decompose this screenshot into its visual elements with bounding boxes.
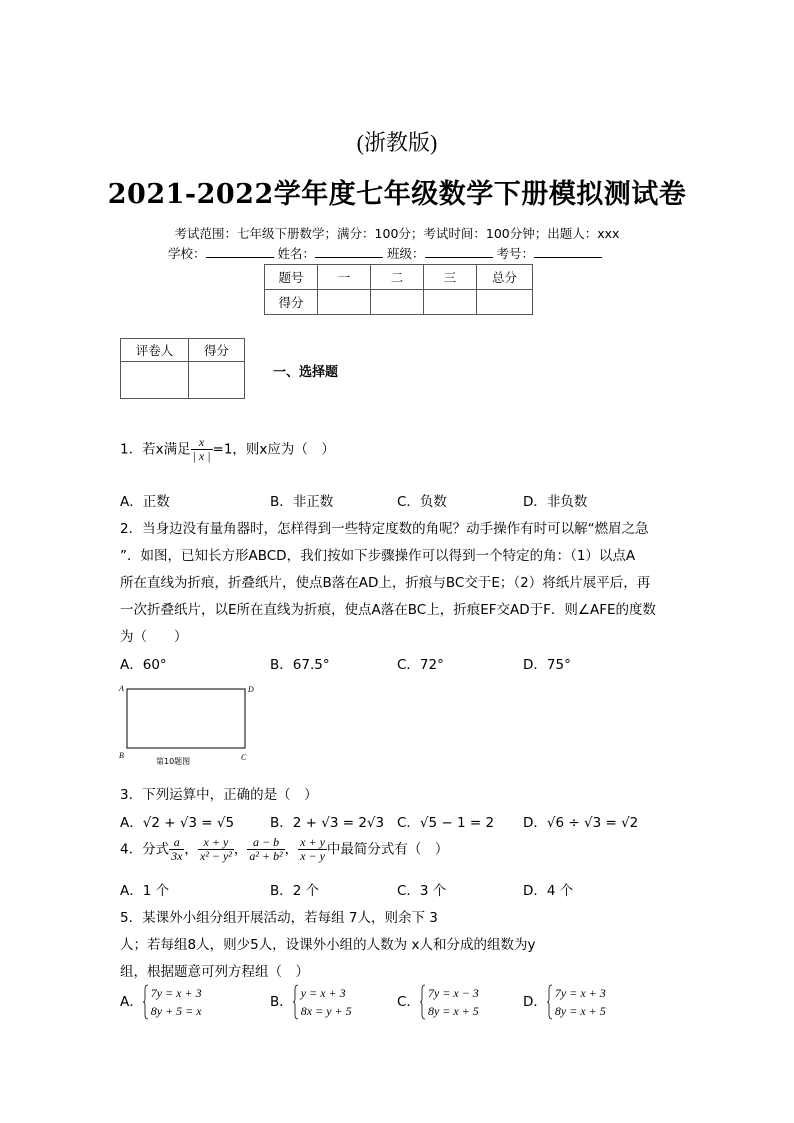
score-table-header-row <box>265 265 533 290</box>
q5-eq: 8y + 5 = x <box>150 1004 202 1018</box>
question-5-stem <box>120 905 535 986</box>
q5-option-c[interactable] <box>397 984 479 1020</box>
brace-icon <box>293 984 299 1020</box>
q5-system-b <box>293 984 352 1020</box>
score-input-cell[interactable] <box>477 290 533 315</box>
q1-frac-num: x <box>198 435 205 449</box>
score-input-cell[interactable] <box>318 290 371 315</box>
q4-frac-num: x + y <box>300 835 325 849</box>
q2-option-b[interactable]: B．67.5° <box>270 657 330 673</box>
id-blank[interactable] <box>534 245 602 258</box>
q4-fraction-1 <box>169 836 184 863</box>
q5-option-label: D． <box>523 994 547 1010</box>
score-table-score-row <box>265 290 533 315</box>
grader-header: 评卷人 <box>121 339 189 362</box>
q1-suffix: =1，则x应为（ ） <box>212 441 335 458</box>
q4-suffix: 中最简分式有（ ） <box>326 841 449 858</box>
q5-eq: y = x + 3 <box>300 986 346 1000</box>
q3-option-b[interactable]: B．2 + √3 = 2√3 <box>270 815 385 831</box>
section-heading: 一、选择题 <box>273 365 339 380</box>
q2-line: ”．如图，已知长方形ABCD，我们按如下步骤操作可以得到一个特定的角：（1）以点A <box>120 548 636 564</box>
q4-option-b[interactable]: B．2 个 <box>270 883 320 899</box>
brace-icon <box>420 984 426 1020</box>
q4-frac-den: x − y <box>300 849 325 864</box>
q4-prefix: 4．分式 <box>120 841 170 858</box>
q2-line: 2．当身边没有量角器时，怎样得到一些特定度数的角呢？动手操作有时可以解“燃眉之急 <box>120 521 649 537</box>
q1-option-c[interactable]: C．负数 <box>397 494 447 510</box>
edition-label: (浙教版) <box>356 130 438 155</box>
exam-title: 2021-2022学年度七年级数学下册模拟测试卷 <box>107 179 687 210</box>
score-table-cell: 总分 <box>477 265 533 290</box>
q5-eq: 8y = x + 5 <box>554 1004 606 1018</box>
q5-eq: 8y = x + 5 <box>427 1004 479 1018</box>
q3-option-a[interactable]: A．√2 + √3 = √5 <box>120 815 235 831</box>
q5-system-d <box>547 984 606 1020</box>
q4-frac-den: x² − y² <box>199 849 232 864</box>
figure-label-c: C <box>241 753 247 762</box>
q2-line: 一次折叠纸片，以E所在直线为折痕，使点A落在BC上，折痕EF交AD于F．则∠AFE的度数 <box>120 602 657 618</box>
q2-option-c[interactable]: C．72° <box>397 657 444 673</box>
score-table-cell: 二 <box>371 265 424 290</box>
question-3-stem: 3．下列运算中，正确的是（ ） <box>120 787 318 803</box>
q1-fraction <box>191 436 213 463</box>
q2-line: 为（ ） <box>120 629 188 645</box>
q5-option-d[interactable] <box>523 984 606 1020</box>
q5-option-a[interactable] <box>120 984 202 1020</box>
score-input-cell[interactable] <box>424 290 477 315</box>
figure-label-b: B <box>119 751 124 760</box>
q5-system-c <box>420 984 479 1020</box>
figure-label-a: A <box>119 684 124 693</box>
q4-frac-num: x + y <box>203 835 229 849</box>
question-4-stem <box>120 836 448 863</box>
q4-option-c[interactable]: C．3 个 <box>397 883 447 899</box>
school-label: 学校： <box>168 246 206 261</box>
q5-line: 人；若每组8人，则少5人，设课外小组的人数为 x人和分成的组数为y <box>120 937 536 953</box>
score-table-cell: 得分 <box>265 290 318 315</box>
q4-frac-num: a <box>173 835 180 849</box>
exam-info: 考试范围：七年级下册数学；满分：100分；考试时间：100分钟；出题人：xxx <box>174 226 620 241</box>
q4-sep: ， <box>184 841 198 858</box>
q5-eq: 8x = y + 5 <box>300 1004 352 1018</box>
q5-option-label: A． <box>120 994 143 1010</box>
rectangle-figure <box>116 682 266 768</box>
q4-option-d[interactable]: D．4 个 <box>523 883 574 899</box>
brace-icon <box>547 984 553 1020</box>
q4-frac-den: a² + b² <box>249 849 283 864</box>
q3-option-d[interactable]: D．√6 ÷ √3 = √2 <box>523 815 639 831</box>
q4-frac-den: 3x <box>171 849 183 864</box>
grader-cell[interactable] <box>121 362 189 399</box>
id-label: 考号： <box>496 246 535 261</box>
q3-option-c[interactable]: C．√5 − 1 = 2 <box>397 815 495 831</box>
q4-sep: ， <box>233 841 248 858</box>
q4-fraction-2 <box>198 836 234 863</box>
name-label: 姓名： <box>277 246 316 261</box>
brace-icon <box>143 984 149 1020</box>
grader-table <box>120 338 245 399</box>
figure-caption: 第10题图 <box>156 757 191 766</box>
rectangle-abcd <box>127 689 245 748</box>
q2-option-d[interactable]: D．75° <box>523 657 571 673</box>
score-table-cell: 题号 <box>265 265 318 290</box>
score-table <box>264 264 533 315</box>
q5-option-label: B． <box>270 994 293 1010</box>
q5-line: 组，根据题意可列方程组（ ） <box>120 964 309 980</box>
score-input-cell[interactable] <box>371 290 424 315</box>
q5-line: 5．某课外小组分组开展活动，若每组 7人，则余下 3 <box>120 910 438 926</box>
q5-option-label: C． <box>397 994 420 1010</box>
q1-option-a[interactable]: A．正数 <box>120 494 170 510</box>
name-blank[interactable] <box>315 245 383 258</box>
figure-label-d: D <box>248 685 254 694</box>
q1-option-b[interactable]: B．非正数 <box>270 494 334 510</box>
q2-option-a[interactable]: A．60° <box>120 657 167 673</box>
q5-system-a <box>143 984 202 1020</box>
q5-option-b[interactable] <box>270 984 352 1020</box>
q5-eq: 7y = x + 3 <box>554 986 606 1000</box>
question-2-stem <box>120 516 656 651</box>
score-table-cell: 一 <box>318 265 371 290</box>
q4-sep: ， <box>284 841 299 858</box>
q4-frac-num: a − b <box>252 835 280 849</box>
q4-fraction-3 <box>247 836 284 863</box>
school-blank[interactable] <box>206 245 274 258</box>
q2-line: 所在直线为折痕，折叠纸片，使点B落在AD上，折痕与BC交于E；（2）将纸片展平后，再 <box>120 575 651 591</box>
q4-fraction-4 <box>298 836 327 863</box>
grader-score-cell[interactable] <box>189 362 245 399</box>
q5-eq: 7y = x + 3 <box>150 986 202 1000</box>
grader-score-header: 得分 <box>189 339 245 362</box>
class-blank[interactable] <box>425 245 493 258</box>
q4-option-a[interactable]: A．1 个 <box>120 883 170 899</box>
score-table-cell: 三 <box>424 265 477 290</box>
class-label: 班级： <box>387 246 425 261</box>
q5-eq: 7y = x − 3 <box>427 986 479 1000</box>
question-1-stem <box>120 436 335 463</box>
q1-frac-den: | x | <box>192 449 211 464</box>
q1-option-d[interactable]: D．非负数 <box>523 494 588 510</box>
q1-prefix: 1．若x满足 <box>120 441 191 458</box>
student-info-line <box>168 244 602 262</box>
